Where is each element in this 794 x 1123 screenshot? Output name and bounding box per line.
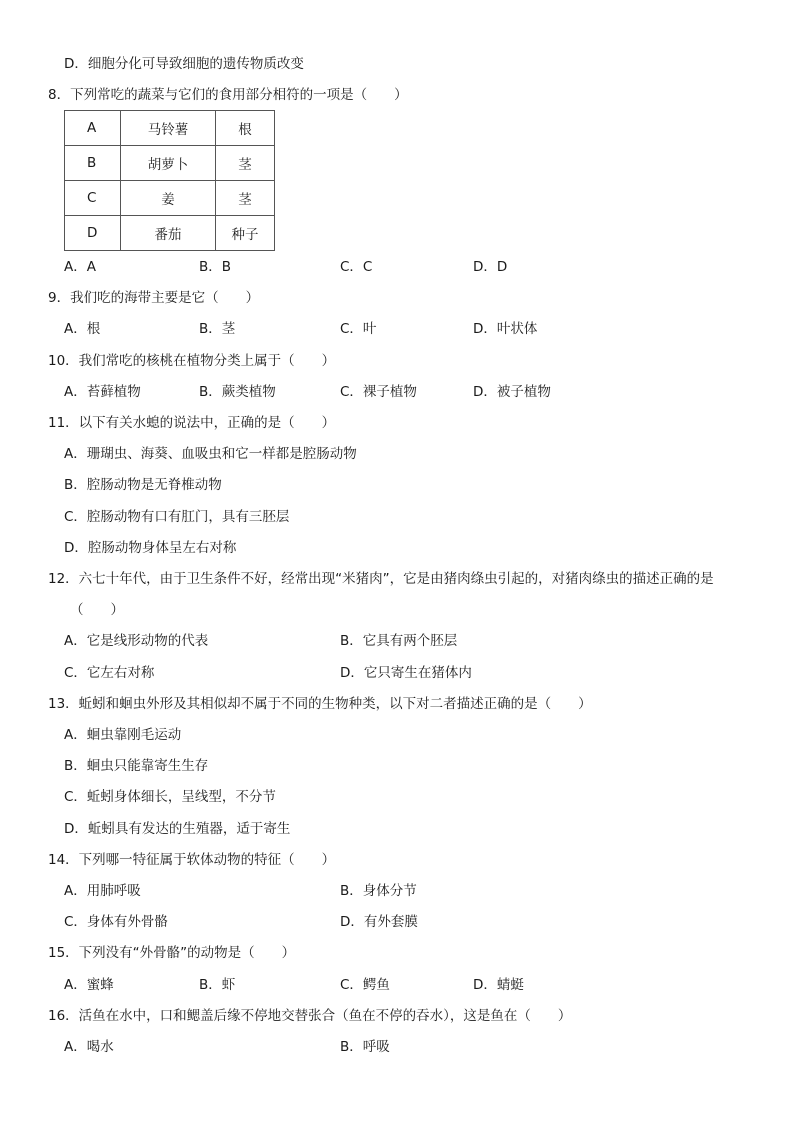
table-cell: D (65, 216, 121, 251)
table-cell: 姜 (121, 181, 216, 216)
q16-option-a: A．喝水 (64, 1039, 114, 1055)
q13-option-c: C．蚯蚓身体细长，呈线型，不分节 (64, 789, 276, 805)
table-row (65, 146, 275, 181)
q11-option-c: C．腔肠动物有口有肛门，具有三胚层 (64, 509, 290, 525)
table-cell: 番茄 (121, 216, 216, 251)
table-cell: C (65, 181, 121, 216)
q15-option-b: B．虾 (199, 977, 236, 993)
q9-stem: 9．我们吃的海带主要是它（ ） (48, 290, 260, 306)
q9-option-d: D．叶状体 (473, 321, 538, 337)
q16-stem: 16．活鱼在水中，口和鳃盖后缘不停地交替张合（鱼在不停的吞水），这是鱼在（ ） (48, 1008, 572, 1024)
q15-option-c: C．鳄鱼 (340, 977, 390, 993)
table-row (65, 181, 275, 216)
table-cell: 胡萝卜 (121, 146, 216, 181)
q10-option-a: A．苔藓植物 (64, 384, 141, 400)
q9-option-b: B．茎 (199, 321, 236, 337)
table-cell: 根 (216, 111, 275, 146)
q11-option-d: D．腔肠动物身体呈左右对称 (64, 540, 237, 556)
q12-options-row1 (64, 631, 684, 651)
table-row (65, 111, 275, 146)
q8-option-d: D．D (473, 259, 508, 275)
q10-option-c: C．裸子植物 (340, 384, 417, 400)
q13-option-a: A．蛔虫靠刚毛运动 (64, 727, 182, 743)
table-cell: 茎 (216, 146, 275, 181)
q8-stem: 8．下列常吃的蔬菜与它们的食用部分相符的一项是（ ） (48, 87, 408, 103)
q15-options (64, 975, 684, 995)
table-cell: 种子 (216, 216, 275, 251)
q14-option-d: D．有外套膜 (340, 914, 418, 930)
q15-option-d: D．蜻蜓 (473, 977, 524, 993)
table-cell: 马铃薯 (121, 111, 216, 146)
q13-option-d: D．蚯蚓具有发达的生殖器，适于寄生 (64, 821, 291, 837)
table-cell: A (65, 111, 121, 146)
q12-option-c: C．它左右对称 (64, 665, 155, 681)
table-row (65, 216, 275, 251)
q8-vegetable-table (64, 110, 275, 251)
q12-stem: 12．六七十年代，由于卫生条件不好，经常出现“米猪肉”，它是由猪肉绦虫引起的，对猪肉绦虫的描述正确的是 (48, 571, 714, 587)
q12-option-b: B．它具有两个胚层 (340, 633, 458, 649)
q14-option-a: A．用肺呼吸 (64, 883, 141, 899)
q14-options-row1 (64, 881, 684, 901)
table-cell: B (65, 146, 121, 181)
table-cell: 茎 (216, 181, 275, 216)
q14-stem: 14．下列哪一特征属于软体动物的特征（ ） (48, 852, 336, 868)
q9-options (64, 319, 684, 339)
q10-options (64, 382, 684, 402)
q8-options (64, 257, 684, 277)
q16-options (64, 1037, 684, 1057)
q15-stem: 15．下列没有“外骨骼”的动物是（ ） (48, 945, 296, 961)
q14-option-c: C．身体有外骨骼 (64, 914, 168, 930)
q14-options-row2 (64, 912, 684, 932)
q13-option-b: B．蛔虫只能靠寄生生存 (64, 758, 209, 774)
q13-stem: 13．蚯蚓和蛔虫外形及其相似却不属于不同的生物种类，以下对二者描述正确的是（ ） (48, 696, 592, 712)
q12-option-a: A．它是线形动物的代表 (64, 633, 209, 649)
q14-option-b: B．身体分节 (340, 883, 417, 899)
q8-option-c: C．C (340, 259, 373, 275)
q12-stem-bracket: （ ） (70, 602, 124, 618)
q16-option-b: B．呼吸 (340, 1039, 390, 1055)
q12-options-row2 (64, 663, 684, 683)
q7-option-d: D．细胞分化可导致细胞的遗传物质改变 (64, 56, 304, 72)
q10-option-b: B．蕨类植物 (199, 384, 276, 400)
q11-option-b: B．腔肠动物是无脊椎动物 (64, 477, 222, 493)
q11-option-a: A．珊瑚虫、海葵、血吸虫和它一样都是腔肠动物 (64, 446, 357, 462)
q15-option-a: A．蜜蜂 (64, 977, 114, 993)
q8-option-a: A．A (64, 259, 96, 275)
q10-stem: 10．我们常吃的核桃在植物分类上属于（ ） (48, 353, 336, 369)
q12-option-d: D．它只寄生在猪体内 (340, 665, 472, 681)
q9-option-c: C．叶 (340, 321, 377, 337)
q10-option-d: D．被子植物 (473, 384, 551, 400)
q9-option-a: A．根 (64, 321, 101, 337)
q11-stem: 11．以下有关水螅的说法中，正确的是（ ） (48, 415, 336, 431)
q8-option-b: B．B (199, 259, 232, 275)
